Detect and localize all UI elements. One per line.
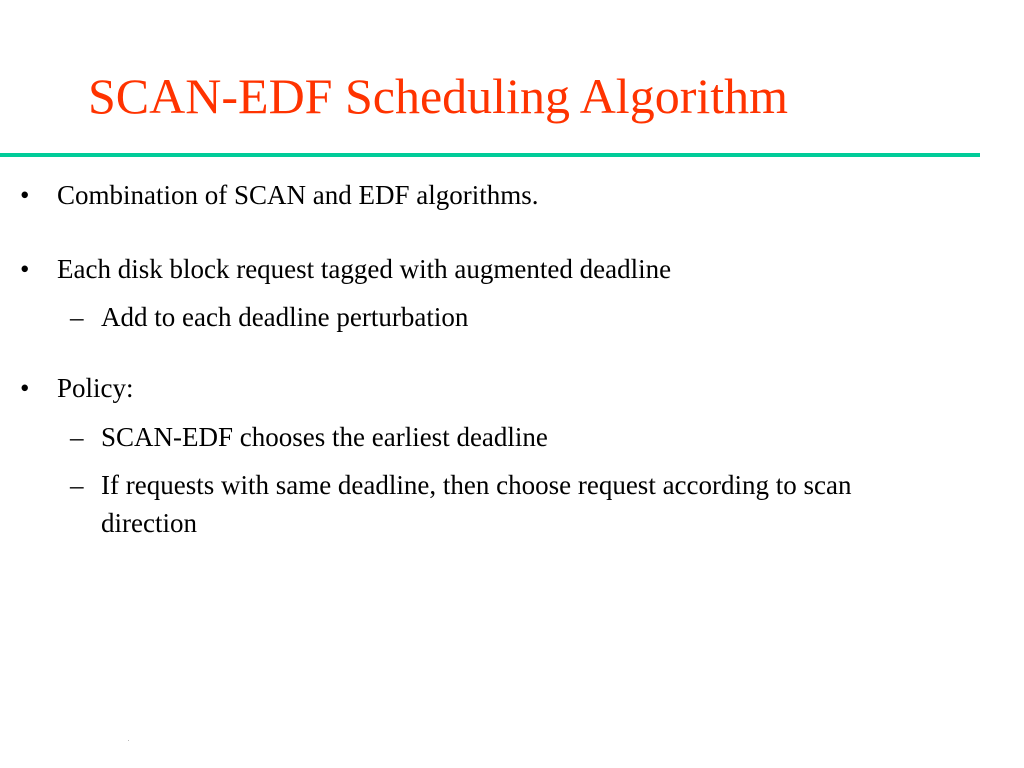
bullet-text: Combination of SCAN and EDF algorithms. — [57, 180, 539, 210]
sub-bullet-mark: – — [70, 470, 84, 500]
footer-dot — [128, 740, 129, 741]
sub-bullet-mark: – — [70, 422, 84, 452]
bullet-text: Each disk block request tagged with augmented deadline — [57, 254, 672, 284]
sub-bullet-text: SCAN-EDF chooses the earliest deadline — [101, 422, 548, 452]
bullet-mark: • — [20, 180, 30, 210]
sub-bullet-mark: – — [70, 302, 84, 332]
bullet-mark: • — [20, 373, 30, 403]
sub-bullet-item — [70, 466, 861, 542]
sub-bullet-text: Add to each deadline perturbation — [101, 302, 469, 332]
sub-bullet-item — [70, 298, 861, 336]
sub-bullet-text: If requests with same deadline, then choose request according to scan direction — [101, 470, 852, 538]
bullet-text: Policy: — [57, 373, 134, 403]
bullet-mark: • — [20, 254, 30, 284]
slide-title: SCAN-EDF Scheduling Algorithm — [88, 68, 789, 124]
bullet-item — [20, 369, 134, 407]
bullet-item — [20, 250, 671, 288]
bullet-item — [20, 176, 539, 214]
sub-bullet-item — [70, 418, 861, 456]
